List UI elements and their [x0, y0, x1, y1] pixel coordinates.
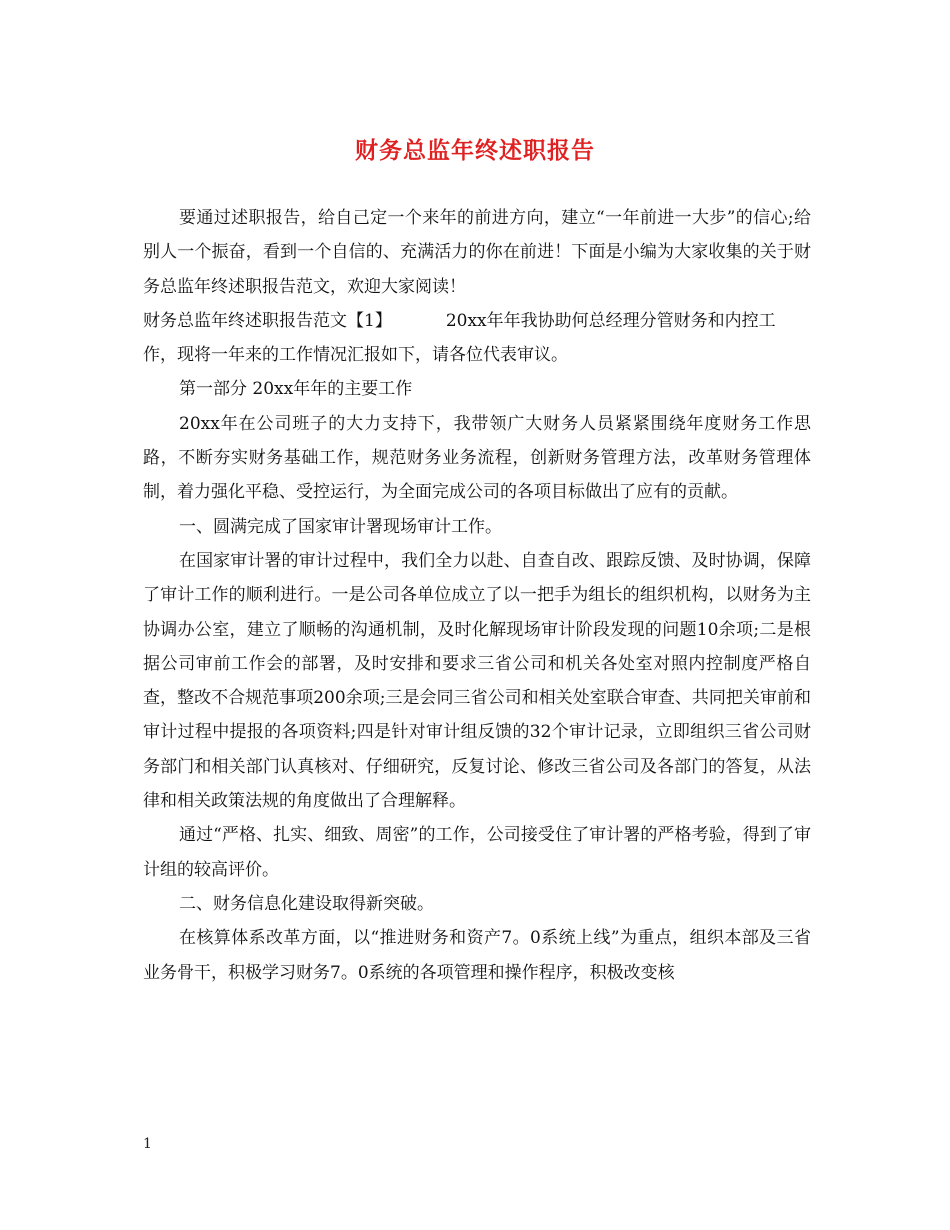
paragraph-report-continuation: 作，现将一年来的工作情况汇报如下，请各位代表审议。: [143, 345, 568, 366]
sample-first-line: 20xx年年我协助何总经理分管财务和内控工: [445, 310, 776, 331]
document-title: 财务总监年终述职报告: [355, 138, 595, 164]
paragraph-intro: 要通过述职报告，给自己定一个来年的前进方向，建立“一年前进一大步”的信心;给别人一个振奋，看到一个自信的、充满活力的你在前进！下面是小编为大家收集的关于财务总监年终述职报告范文，欢迎大家阅读！: [143, 208, 811, 297]
sample-heading-line: [143, 304, 811, 338]
paragraph-informatization: 在核算体系改革方面，以“推进财务和资产7。0系统上线”为重点，组织本部及三省业务骨干，积极学习财务7。0系统的各项管理和操作程序，积极改变核: [143, 928, 811, 983]
paragraph-audit-details: 在国家审计署的审计过程中，我们全力以赴、自查自改、跟踪反馈、及时协调，保障了审计工作的顺利进行。一是公司各单位成立了以一把手为组长的组织机构，以财务为主协调办公室，建立了顺畅的沟通机制，及时化解现场审计阶段发现的问题10余项;二是根据公司审前工作会的部署，及时安排和要求三省公司和机关各处室对照内控制度严格自查，整改不合规范事项200余项;三是会同三省公司和相关处室联合审查、共同把关审前和审计过程中提报的各项资料;四是针对审计组反馈的32个审计记录，立即组织三省公司财务部门和相关部门认真核对、仔细研究，反复讨论、修改三省公司及各部门的答复，从法律和相关政策法规的角度做出了合理解释。: [143, 550, 811, 812]
document-body: [143, 201, 811, 990]
page-number: 1: [143, 1136, 152, 1152]
section-heading-part-one: 第一部分 20xx年年的主要工作: [179, 379, 413, 400]
paragraph-overview: 20xx年在公司班子的大力支持下，我带领广大财务人员紧紧围绕年度财务工作思路，不断夯实财务基础工作，规范财务业务流程，创新财务管理方法，改革财务管理体制，着力强化平稳、受控运行，为全面完成公司的各项目标做出了应有的贡献。: [143, 413, 811, 503]
sample-heading: 财务总监年终述职报告范文【1】: [143, 310, 392, 331]
paragraph-audit-result: 通过“严格、扎实、细致、周密”的工作，公司接受住了审计署的严格考验，得到了审计组的较高评价。: [143, 825, 811, 880]
subheading-audit: 一、圆满完成了国家审计署现场审计工作。: [179, 516, 502, 537]
subheading-informatization: 二、财务信息化建设取得新突破。: [179, 893, 434, 914]
